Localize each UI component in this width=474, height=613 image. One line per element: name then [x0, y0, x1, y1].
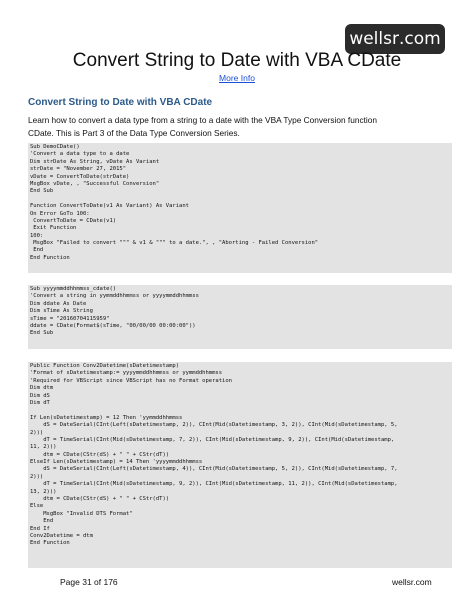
code-line: 'Convert a data type to a date: [30, 151, 130, 158]
more-info-link[interactable]: More Info: [219, 73, 255, 83]
code-line: Dim dS: [30, 392, 50, 399]
code-line: 2))): [30, 429, 44, 436]
code-line: Dim dtm: [30, 385, 54, 392]
code-line: Dim ddate As Date: [30, 300, 87, 307]
code-line: 11, 2))): [30, 444, 57, 451]
code-line: [30, 407, 450, 414]
page-title: Convert String to Date with VBA CDate: [72, 50, 402, 71]
code-line: [30, 196, 450, 203]
code-line: sTime = "20160704115959": [30, 315, 110, 322]
code-line: Sub DemoCDate(): [30, 144, 80, 150]
code-line: 'Required for VBScript since VBScript has no Format operation: [30, 377, 232, 384]
code-line: End Sub: [30, 188, 54, 195]
code-line: 2))): [30, 473, 44, 480]
code-line: End Function: [30, 540, 70, 547]
code-block-conv2datetime: [28, 362, 452, 568]
code-line: Public Function Conv2Datetime(sDatetimestamp): [30, 363, 180, 369]
logo-wordmark: [349, 29, 440, 49]
code-line: vDate = ConvertToDate(strDate): [30, 173, 130, 180]
code-line: Function ConvertToDate(v1 As Variant) As Variant: [30, 203, 189, 210]
code-line: dtm = CDate(CStr(dS) + " " + CStr(dT)): [30, 451, 170, 458]
code-line: End: [30, 247, 44, 254]
intro-paragraph: [28, 114, 453, 140]
code-line: Dim strDate As String, vDate As Variant: [30, 158, 160, 165]
logo-main-text: wellsr: [349, 29, 399, 49]
code-line: 100:: [30, 232, 44, 239]
code-line: Conv2Datetime = dtm: [30, 532, 93, 539]
code-line: dtm = CDate(CStr(dS) + " " + CStr(dT)): [30, 496, 170, 503]
code-line: ddate = CDate(Format$(sTime, "00/00/00 00:00:00")): [30, 322, 196, 329]
code-line: 'Convert a string in yymmddhhmmss or yyyymmddhhmmss: [30, 293, 199, 300]
code-line: dS = DateSerial(CInt(Left(sDatetimestamp, 2)), CInt(Mid(sDatetimestamp, 3, 2)), CInt(Mid(sDatetimestamp, 5,: [30, 422, 398, 429]
code-line: ConvertToDate = CDate(v1): [30, 217, 117, 224]
code-line: 'Format of sDatetimestamp:= yyyymmddhhmmss or yymmddhhmmss: [30, 370, 223, 377]
code-line: strDate = "November 27, 2015": [30, 166, 127, 173]
code-line: End: [30, 518, 54, 525]
code-block-cdate-demo: [28, 143, 452, 273]
code-line: End Sub: [30, 330, 54, 337]
code-line: Else: [30, 503, 44, 510]
code-line: Dim dT: [30, 399, 50, 406]
code-line: ElseIf Len(sDatetimestamp) = 14 Then 'yyyymmddhhmmss: [30, 459, 203, 466]
code-line: 13, 2))): [30, 488, 57, 495]
page-number: Page 31 of 176: [60, 577, 118, 587]
footer-site: wellsr.com: [392, 577, 432, 587]
code-line: Dim sTime As String: [30, 308, 93, 315]
code-line: End If: [30, 525, 50, 532]
code-line: dT = TimeSerial(CInt(Mid(sDatetimestamp, 9, 2)), CInt(Mid(sDatetimestamp, 11, 2)), CInt(Mid(sDatetimestamp,: [30, 481, 398, 488]
code-line: End Function: [30, 254, 70, 261]
logo-tld-text: .com: [398, 29, 441, 49]
section-heading: Convert String to Date with VBA CDate: [28, 97, 213, 108]
code-line: MsgBox vDate, , "Successful Conversion": [30, 180, 160, 187]
code-line: If Len(sDatetimestamp) = 12 Then 'yymmddhhmmss: [30, 414, 183, 421]
intro-line: CDate. This is Part 3 of the Data Type Conversion Series.: [28, 128, 240, 138]
code-block-yyyymmdd-cdate: [28, 285, 452, 349]
code-line: On Error GoTo 100:: [30, 210, 90, 217]
code-line: MsgBox "Failed to convert """ & v1 & """ to a date.", , "Aborting - Failed Conversion": [30, 240, 319, 247]
code-line: Exit Function: [30, 225, 77, 232]
code-line: dT = TimeSerial(CInt(Mid(sDatetimestamp, 7, 2)), CInt(Mid(sDatetimestamp, 9, 2)), CInt(Mid(sDatetimestamp,: [30, 436, 395, 443]
code-line: dS = DateSerial(CInt(Left(sDatetimestamp, 4)), CInt(Mid(sDatetimestamp, 5, 2)), CInt(Mid(sDatetimestamp, 7,: [30, 466, 398, 473]
intro-line: Learn how to convert a data type from a string to a date with the VBA Type Conversion function: [28, 115, 377, 125]
code-line: MsgBox "Invalid DTS Format": [30, 510, 133, 517]
code-line: Sub yyyymmddhhmmss_cdate(): [30, 286, 117, 292]
